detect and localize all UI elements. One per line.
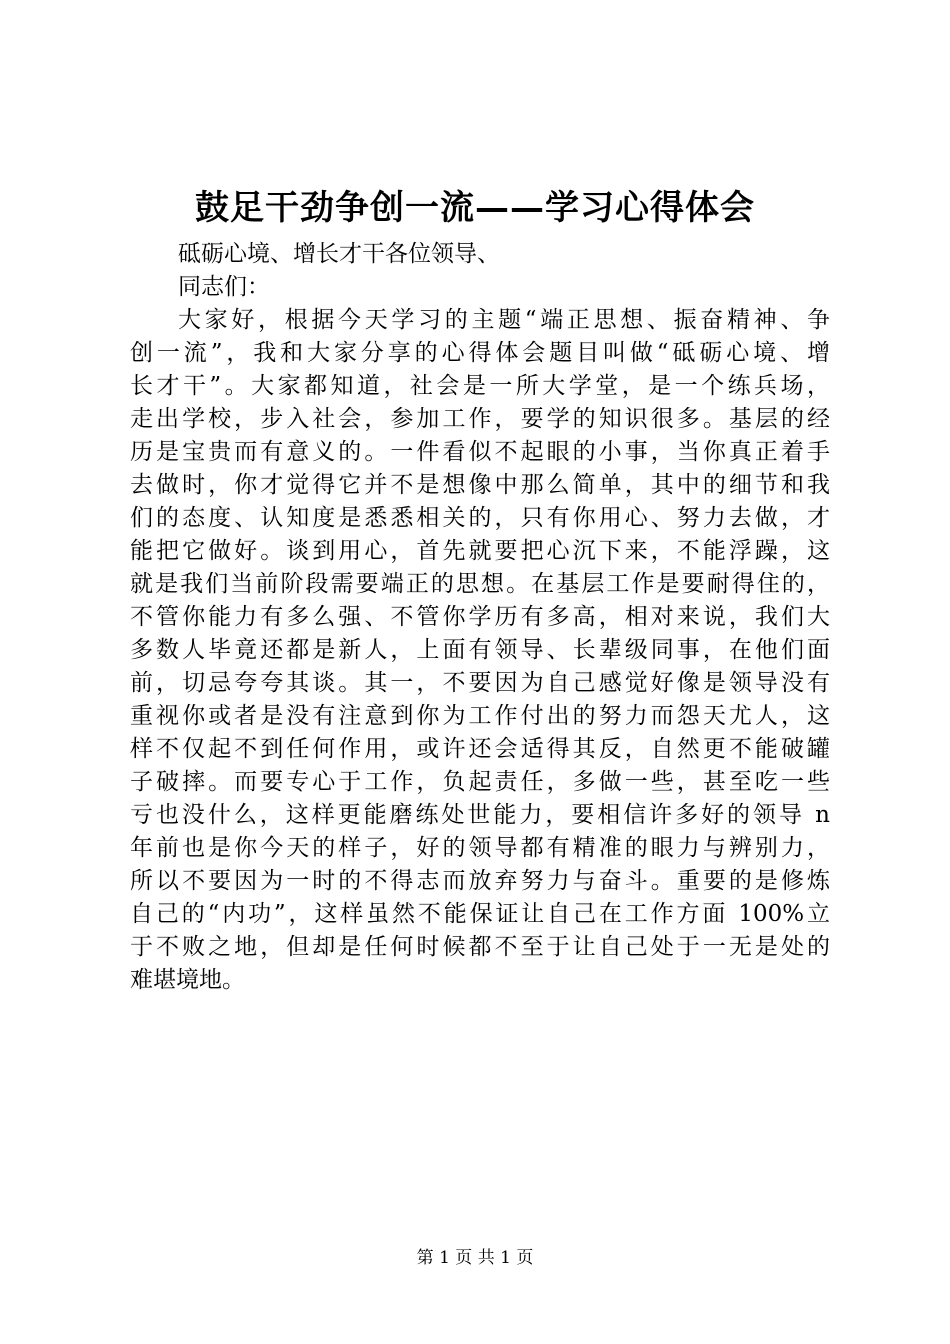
text-line: 自己的“内功”，这样虽然不能保证让自己在工作方面 100%立 xyxy=(130,901,830,927)
text-line: 砥砺心境、增长才干各位领导、 xyxy=(178,241,500,267)
document-body xyxy=(130,238,830,997)
text-line: 能把它做好。谈到用心，首先就要把心沉下来，不能浮躁，这 xyxy=(130,538,830,564)
text-line: 创一流”，我和大家分享的心得体会题目叫做“砥砺心境、增 xyxy=(130,340,830,366)
text-line: 就是我们当前阶段需要端正的思想。在基层工作是要耐得住的， xyxy=(130,571,830,597)
text-line: 长才干”。大家都知道，社会是一所大学堂，是一个练兵场， xyxy=(130,373,830,399)
text-line: 不管你能力有多么强、不管你学历有多高，相对来说，我们大 xyxy=(130,604,830,630)
page-footer: 第 1 页 共 1 页 xyxy=(416,1248,534,1268)
text-line: 亏也没什么，这样更能磨练处世能力，要相信许多好的领导 n xyxy=(130,802,830,828)
text-line: 前，切忌夸夸其谈。其一，不要因为自己感觉好像是领导没有 xyxy=(130,670,830,696)
text-line: 历是宝贵而有意义的。一件看似不起眼的小事，当你真正着手 xyxy=(130,439,830,465)
text-line: 大家好，根据今天学习的主题“端正思想、振奋精神、争 xyxy=(178,307,830,333)
text-line: 年前也是你今天的样子，好的领导都有精准的眼力与辨别力， xyxy=(130,835,830,861)
text-line: 同志们： xyxy=(178,274,270,300)
document-title: 鼓足干劲争创一流——学习心得体会 xyxy=(195,188,755,228)
text-line: 难堪境地。 xyxy=(130,967,245,993)
text-line: 重视你或者是没有注意到你为工作付出的努力而怨天尤人，这 xyxy=(130,703,830,729)
text-line: 于不败之地，但却是任何时候都不至于让自己处于一无是处的 xyxy=(130,934,830,960)
text-line: 子破摔。而要专心于工作，负起责任，多做一些，甚至吃一些 xyxy=(130,769,830,795)
text-line: 样不仅起不到任何作用，或许还会适得其反，自然更不能破罐 xyxy=(130,736,830,762)
text-line: 走出学校，步入社会，参加工作，要学的知识很多。基层的经 xyxy=(130,406,830,432)
text-line: 多数人毕竟还都是新人，上面有领导、长辈级同事，在他们面 xyxy=(130,637,830,663)
text-line: 去做时，你才觉得它并不是想像中那么简单，其中的细节和我 xyxy=(130,472,830,498)
text-line: 们的态度、认知度是悉悉相关的，只有你用心、努力去做，才 xyxy=(130,505,830,531)
text-line: 所以不要因为一时的不得志而放弃努力与奋斗。重要的是修炼 xyxy=(130,868,830,894)
